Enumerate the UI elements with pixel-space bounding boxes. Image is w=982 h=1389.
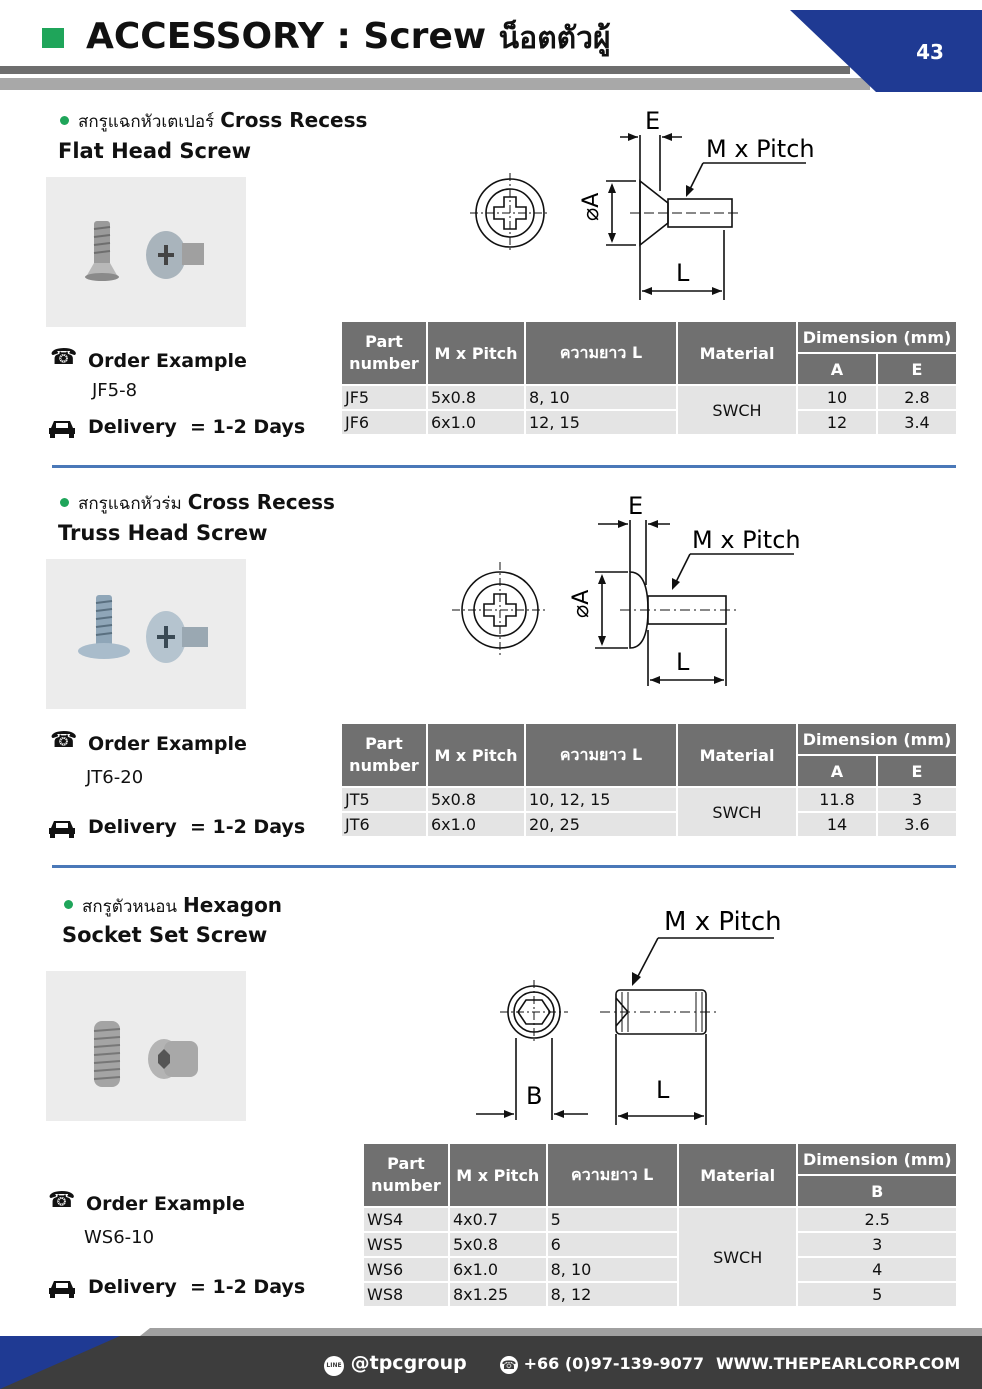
flat-head-screw-diagram [470,105,820,305]
col-header-pitch: M x Pitch [450,1144,546,1206]
product-photo [46,971,246,1121]
section-divider [52,465,956,468]
svg-text:⌀A: ⌀A [579,192,604,221]
col-header-part: Part number [342,724,426,786]
cell-dim: 3 [798,1233,956,1256]
delivery-label: Delivery = 1-2 Days [88,416,306,438]
table-row [364,1233,956,1256]
cell-part: WS4 [364,1208,448,1231]
col-header-dim-e: E [878,756,956,786]
col-header-dimension: Dimension (mm) [798,1144,956,1174]
car-icon [48,818,76,838]
diagram-label-l: L [656,1076,670,1104]
table-row [364,1283,956,1306]
cell-dim: 3 [878,788,956,811]
spec-table [362,1142,958,1308]
cell-dim: 3.6 [878,813,956,836]
section-heading: สกรูแฉกหัวเตเปอร์ Cross Recess [78,108,368,132]
col-header-length: ความยาว L [548,1144,677,1206]
cell-part: JF5 [342,386,426,409]
section-bullet-icon [64,900,73,909]
table-row [342,386,956,409]
col-header-material: Material [679,1144,797,1206]
cell-pitch: 8x1.25 [450,1283,546,1306]
delivery-label: Delivery = 1-2 Days [88,1276,306,1298]
section-divider [52,865,956,868]
section-subheading: Truss Head Screw [58,521,268,545]
cell-dim: 11.8 [798,788,876,811]
cell-length: 5 [548,1208,677,1231]
line-icon: LINE [324,1356,344,1376]
svg-text:⌀A: ⌀A [569,589,594,618]
footer-line [324,1352,467,1376]
col-header-part: Part number [342,322,426,384]
cell-dim: 3.4 [878,411,956,434]
cell-material: SWCH [679,1208,797,1306]
cell-length: 8, 12 [548,1283,677,1306]
section-subheading: Socket Set Screw [62,923,268,947]
section-bullet-icon [60,116,69,125]
cell-dim: 5 [798,1283,956,1306]
car-icon [48,418,76,438]
cell-dim: 2.8 [878,386,956,409]
table-row [364,1208,956,1231]
col-header-material: Material [678,322,796,384]
cell-length: 10, 12, 15 [526,788,676,811]
phone-icon: ☎ [50,728,78,753]
product-photo [46,559,246,709]
cell-part: JT5 [342,788,426,811]
order-example-label: Order Example [88,350,247,372]
col-header-dim-b: B [798,1176,956,1206]
col-header-pitch: M x Pitch [428,322,524,384]
diagram-label-a: A [569,589,594,605]
car-icon [48,1278,76,1298]
header-bar-light [0,78,870,90]
order-example-label: Order Example [86,1193,245,1215]
col-header-dim-a: A [798,756,876,786]
cell-length: 8, 10 [526,386,676,409]
diagram-label-b: B [526,1082,543,1110]
cell-length: 12, 15 [526,411,676,434]
col-header-material: Material [678,724,796,786]
col-header-dimension: Dimension (mm) [798,724,956,754]
header-bar-dark [0,66,850,74]
col-header-part: Part number [364,1144,448,1206]
diagram-label-l: L [676,648,690,676]
col-header-length: ความยาว L [526,322,676,384]
col-header-pitch: M x Pitch [428,724,524,786]
section-heading: สกรูตัวหนอน Hexagon [82,893,283,917]
diagram-label-e: E [645,107,661,135]
table-row [342,813,956,836]
section-subheading: Flat Head Screw [58,139,251,163]
spec-table [340,320,958,436]
diagram-label-pitch: M x Pitch [664,907,782,937]
cell-dim: 4 [798,1258,956,1281]
phone-icon: ☎ [48,1188,76,1213]
delivery-label: Delivery = 1-2 Days [88,816,306,838]
section-bullet-icon [60,498,69,507]
page-number: 43 [916,40,944,64]
col-header-dimension: Dimension (mm) [798,322,956,352]
diagram-label-l: L [676,259,690,287]
diagram-label-pitch: M x Pitch [692,526,801,554]
cell-pitch: 6x1.0 [450,1258,546,1281]
cell-length: 8, 10 [548,1258,677,1281]
cell-material: SWCH [678,386,796,434]
diagram-label-a: A [579,192,604,208]
socket-set-screw-diagram [470,900,790,1130]
page-title: ACCESSORY : Screw น็อตตัวผู้ [86,16,611,57]
cell-material: SWCH [678,788,796,836]
table-row [342,411,956,434]
col-header-dim-e: E [878,354,956,384]
cell-pitch: 5x0.8 [428,386,524,409]
cell-length: 20, 25 [526,813,676,836]
cell-dim: 2.5 [798,1208,956,1231]
cell-part: JT6 [342,813,426,836]
cell-part: JF6 [342,411,426,434]
cell-pitch: 5x0.8 [428,788,524,811]
cell-pitch: 6x1.0 [428,813,524,836]
col-header-dim-a: A [798,354,876,384]
footer-line-id[interactable]: @tpcgroup [350,1352,467,1374]
cell-pitch: 4x0.7 [450,1208,546,1231]
order-example-code: WS6-10 [84,1227,155,1248]
spec-table [340,722,958,838]
cell-dim: 14 [798,813,876,836]
table-row [364,1258,956,1281]
footer-website[interactable]: WWW.THEPEARLCORP.COM [716,1354,961,1373]
cell-dim: 12 [798,411,876,434]
phone-icon: ☎ [50,345,78,370]
table-row [342,788,956,811]
cell-part: WS6 [364,1258,448,1281]
col-header-length: ความยาว L [526,724,676,786]
order-example-code: JF5-8 [92,380,138,401]
section-heading: สกรูแฉกหัวร่ม Cross Recess [78,490,335,514]
cell-length: 6 [548,1233,677,1256]
cell-pitch: 6x1.0 [428,411,524,434]
cell-part: WS5 [364,1233,448,1256]
product-photo [46,177,246,327]
diagram-label-pitch: M x Pitch [706,135,815,163]
order-example-code: JT6-20 [86,767,144,788]
cell-dim: 10 [798,386,876,409]
truss-head-screw-diagram [450,490,810,690]
cell-part: WS8 [364,1283,448,1306]
footer-phone [500,1354,704,1374]
header-green-square-icon [42,28,64,48]
phone-icon: ☎ [501,1358,517,1372]
order-example-label: Order Example [88,733,247,755]
footer-phone-number[interactable]: +66 (0)97-139-9077 [523,1354,705,1373]
diagram-label-e: E [628,492,644,520]
cell-pitch: 5x0.8 [450,1233,546,1256]
